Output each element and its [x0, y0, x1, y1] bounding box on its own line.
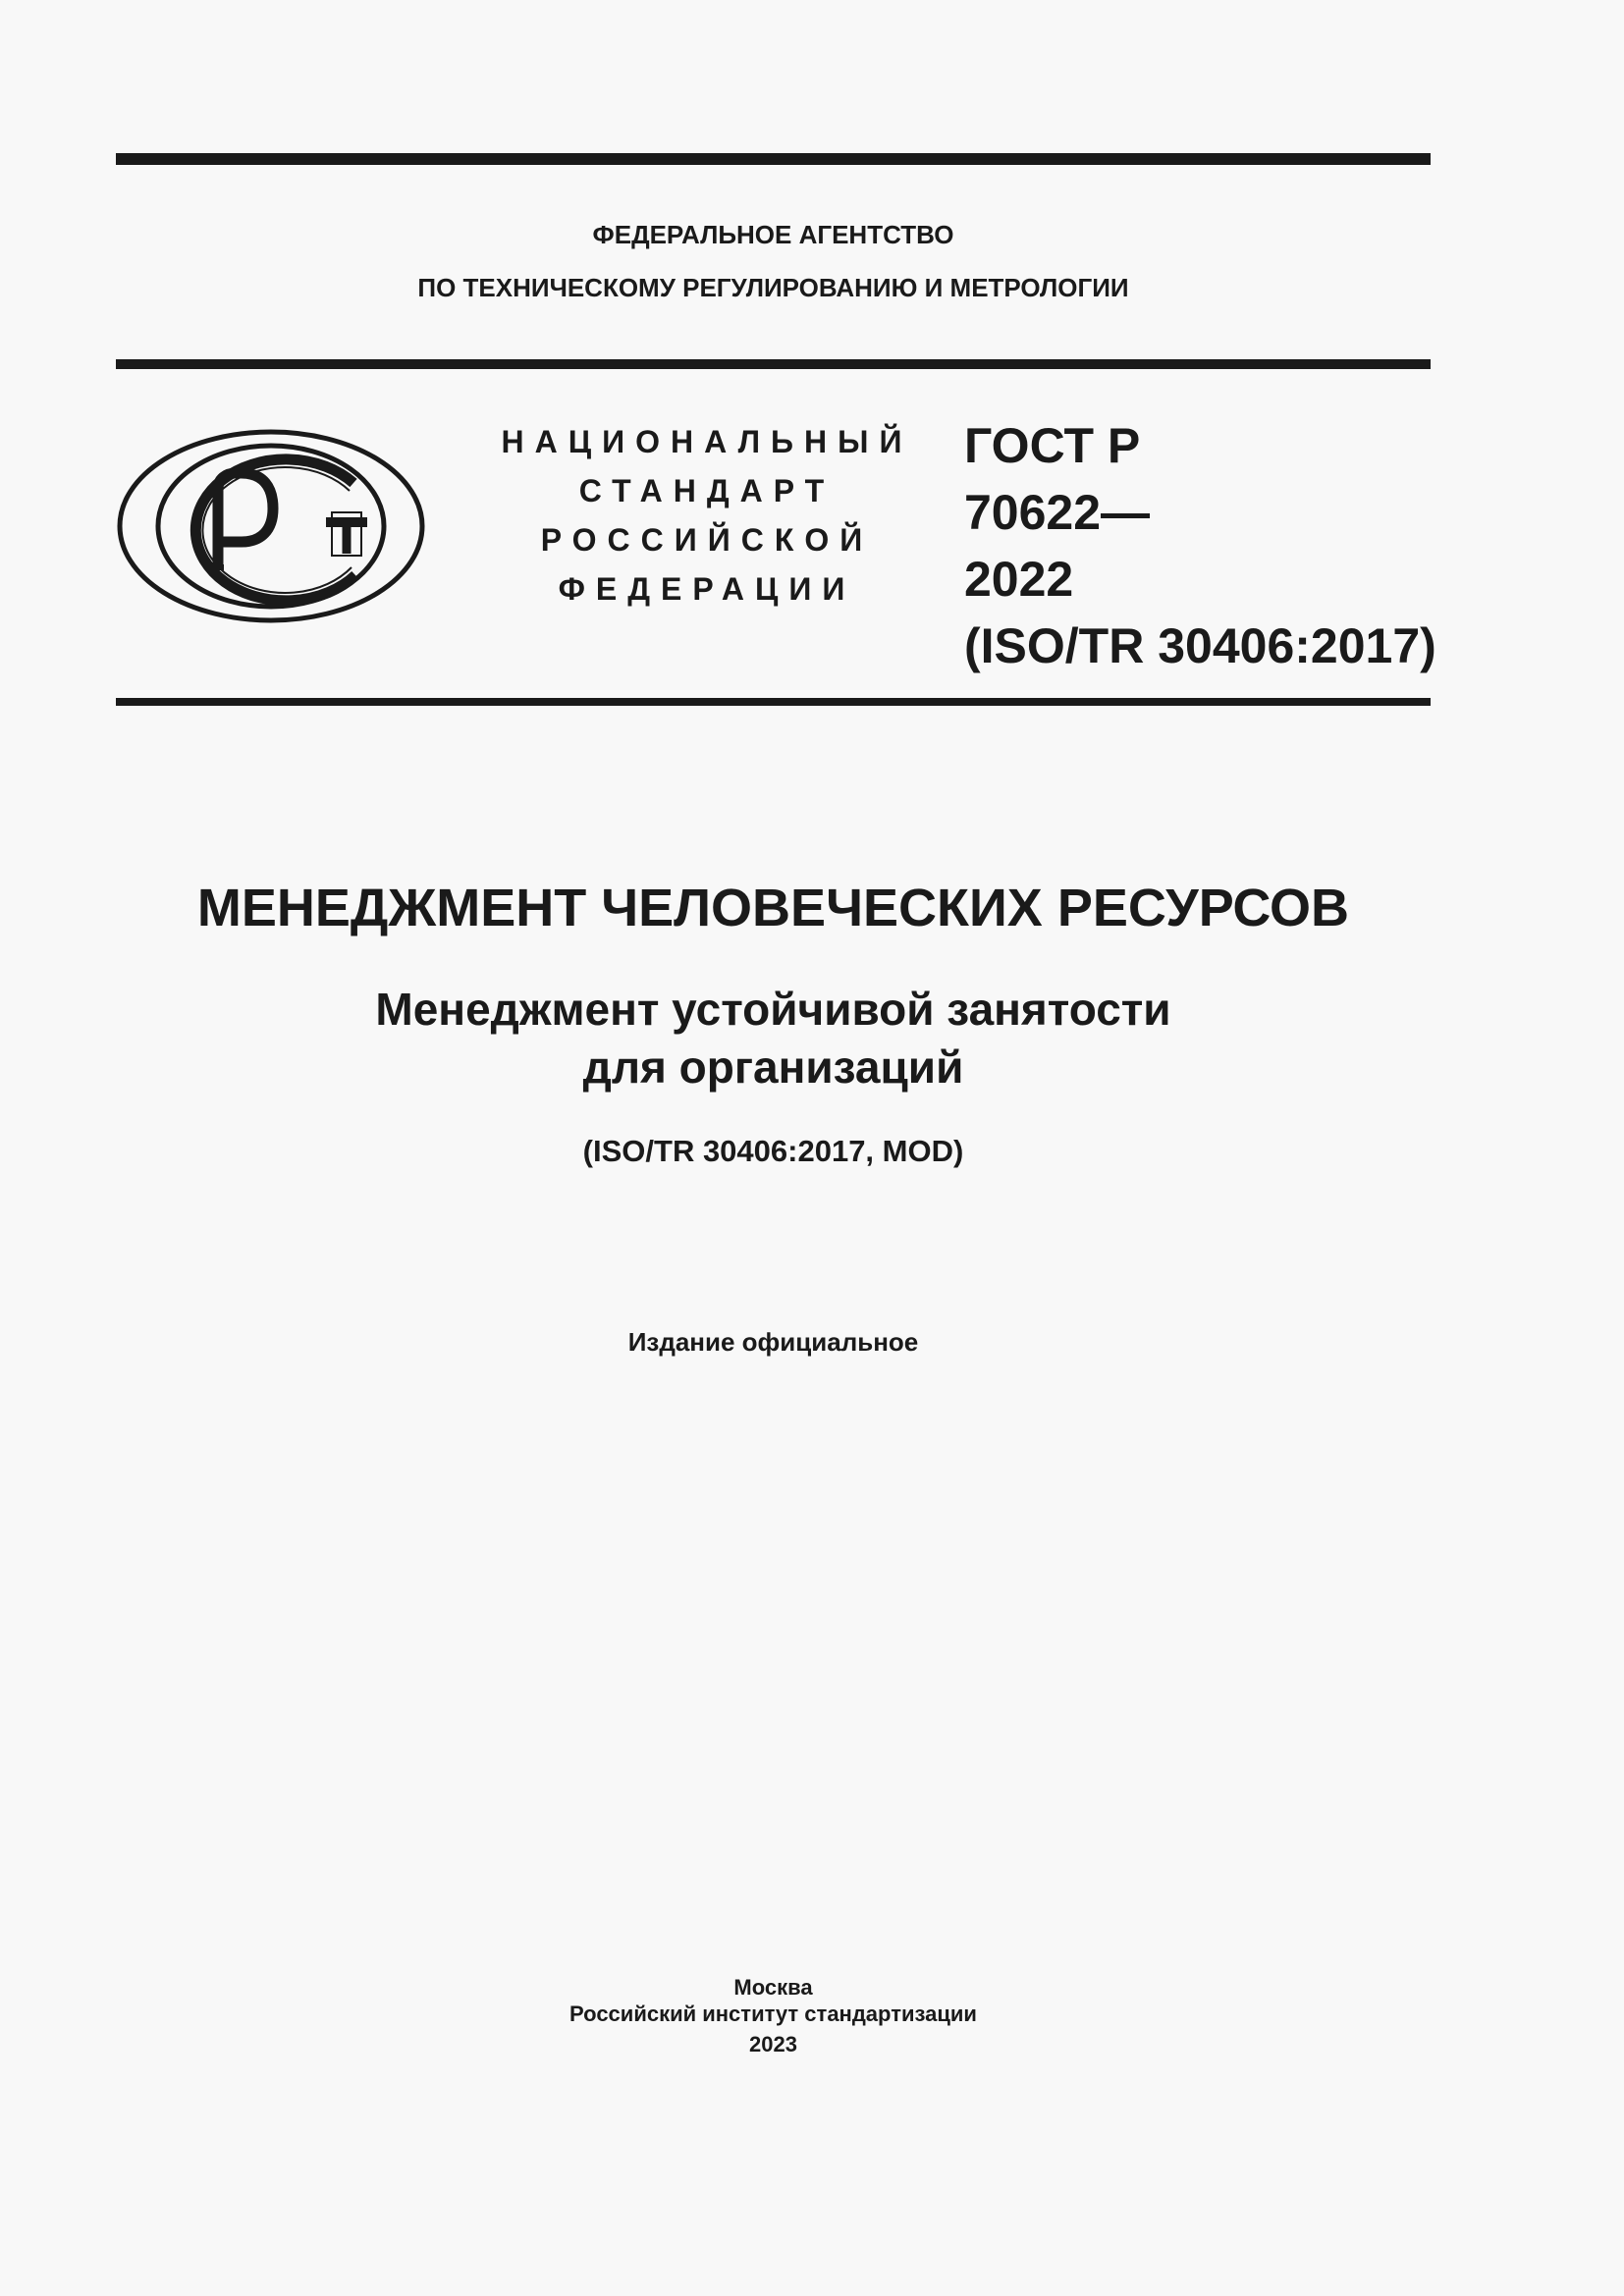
standard-designation-line-1: ГОСТ Р [964, 418, 1141, 473]
agency-name-line-1: ФЕДЕРАЛЬНОЕ АГЕНТСТВО [592, 220, 954, 249]
national-standard-line-4: ФЕДЕРАЦИИ [558, 571, 856, 607]
top-rule [116, 153, 1431, 165]
national-standard-line-1: НАЦИОНАЛЬНЫЙ [501, 424, 913, 459]
standard-designation-line-2: 70622— [964, 485, 1151, 540]
iso-reference: (ISO/TR 30406:2017, MOD) [582, 1134, 964, 1168]
standard-designation-line-4: (ISO/TR 30406:2017) [964, 618, 1436, 673]
national-standard-line-2: СТАНДАРТ [578, 473, 836, 508]
bottom-rule [116, 698, 1431, 706]
imprint-city: Москва [733, 1975, 813, 2000]
national-standard-line-3: РОССИЙСКОЙ [540, 522, 874, 558]
middle-rule [116, 359, 1431, 369]
gost-r-logo-icon [116, 428, 426, 624]
imprint-publisher: Российский институт стандартизации [569, 2002, 977, 2026]
imprint-year: 2023 [749, 2032, 797, 2056]
document-subtitle-line-1: Менеджмент устойчивой занятости [375, 984, 1171, 1035]
document-subtitle-line-2: для организаций [582, 1041, 964, 1093]
agency-name-line-2: ПО ТЕХНИЧЕСКОМУ РЕГУЛИРОВАНИЮ И МЕТРОЛОГИИ [417, 273, 1129, 302]
edition-label: Издание официальное [627, 1327, 919, 1357]
document-title: МЕНЕДЖМЕНТ ЧЕЛОВЕЧЕСКИХ РЕСУРСОВ [196, 879, 1350, 937]
standard-designation-line-3: 2022 [964, 552, 1074, 607]
